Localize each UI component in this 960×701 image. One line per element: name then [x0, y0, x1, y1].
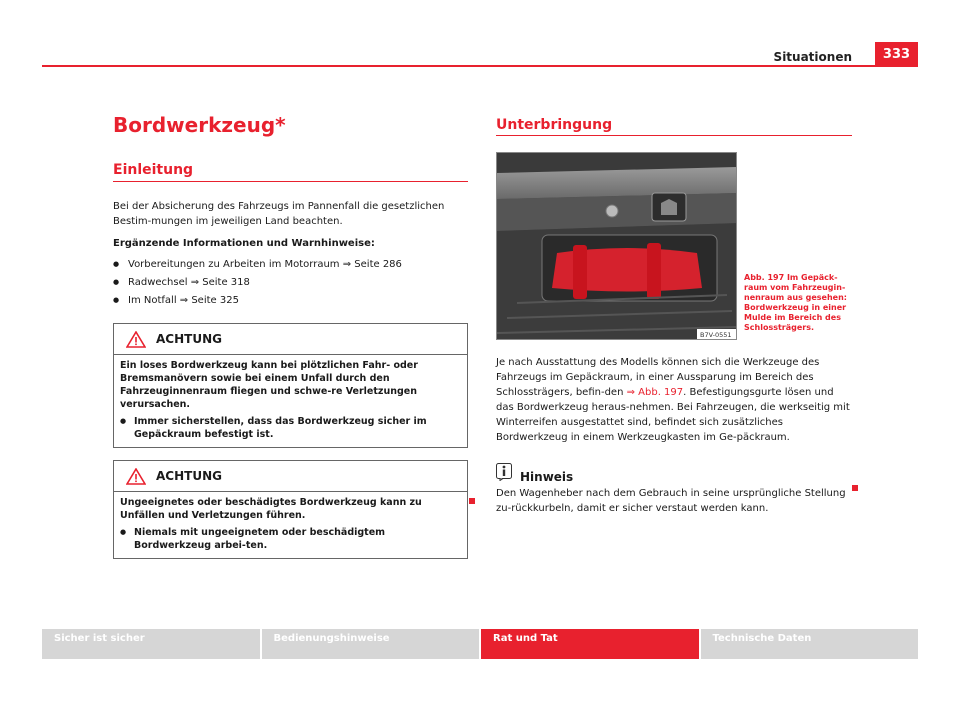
warning-title: ACHTUNG [156, 332, 222, 346]
intro-text: Bei der Absicherung des Fahrzeugs im Pannenfall die gesetzlichen Bestim-mungen im jeweiligen Land beachten. [113, 201, 445, 227]
trunk-illustration [497, 153, 737, 340]
footer-tab-rat-und-tat[interactable]: Rat und Tat [481, 629, 699, 659]
warning-header [114, 324, 467, 355]
note-text: Den Wagenheber nach dem Gebrauch in seine ursprüngliche Stellung zu-rückkurbeln, damit er sicher verstaut werden kann. [496, 488, 846, 514]
body-text-end: . Befestigungsgurte lösen und das Bordwerkzeug heraus-nehmen. Bei Fahrzeugen, die werkseitig mit Winterreifen ausgestattet sind, befindet sich zusätzliches Bordwerkzeug in einem Werkzeugkasten im Ge-päckraum. [496, 387, 850, 443]
header-rule [42, 65, 918, 67]
footer-tab-technische-daten[interactable]: Technische Daten [701, 629, 919, 659]
figure-code: B7V-0551 [700, 331, 732, 339]
section-end-marker [852, 485, 858, 491]
trunk-photo [496, 152, 737, 340]
warning-text: Ein loses Bordwerkzeug kann bei plötzlichen Fahr- oder Bremsmanövern sowie bei einem Unfall durch den Fahrzeuginnenraum fliegen und schwe-re Verletzungen verursachen. [120, 360, 418, 410]
info-label: Ergänzende Informationen und Warnhinweise: [113, 238, 375, 249]
info-note-icon [496, 463, 512, 481]
body-text [496, 355, 852, 445]
figure [496, 152, 852, 340]
footer-nav [42, 629, 918, 659]
warning-header [114, 461, 467, 492]
footer-tab-bedienung[interactable]: Bedienungshinweise [262, 629, 480, 659]
warning-text: Ungeeignetes oder beschädigtes Bordwerkzeug kann zu Unfällen und Verletzungen führen. [120, 497, 422, 521]
right-column [496, 117, 852, 516]
page-number: 333 [875, 42, 918, 67]
reference-item[interactable]: ● Im Notfall ⇒ Seite 325 [113, 293, 468, 308]
figure-caption: Abb. 197 Im Gepäck-raum vom Fahrzeugin-nenraum aus gesehen: Bordwerkzeug in einer Mulde im Bereich des Schlossträgers. [744, 273, 847, 332]
reference-item[interactable]: ● Radwechsel ⇒ Seite 318 [113, 275, 468, 290]
section-title: Situationen [773, 50, 852, 64]
section-heading: Unterbringung [496, 117, 852, 136]
subheading: Einleitung [113, 162, 468, 182]
note-title: Hinweis [520, 470, 574, 484]
warning-triangle-icon [126, 468, 146, 485]
warning-box [113, 323, 468, 448]
warning-title: ACHTUNG [156, 469, 222, 483]
warning-triangle-icon [126, 331, 146, 348]
footer-tab-sicher[interactable]: Sicher ist sicher [42, 629, 260, 659]
reference-list [113, 257, 468, 308]
warning-body [114, 355, 467, 447]
warning-body [114, 492, 467, 558]
left-column [113, 112, 468, 559]
note-header [496, 460, 852, 484]
warning-box [113, 460, 468, 559]
body-text-start: Je nach Ausstattung des Modells können sich die Werkzeuge des Fahrzeugs im Gepäckraum, in einer Aussparung im Bereich des Schlossträgers, befin-den [496, 357, 820, 398]
warning-bullet: ● Immer sicherstellen, dass das Bordwerkzeug sicher im Gepäckraum befestigt ist. [120, 415, 461, 441]
reference-item[interactable]: ● Vorbereitungen zu Arbeiten im Motorraum ⇒ Seite 286 [113, 257, 468, 272]
page-heading: Bordwerkzeug* [113, 113, 286, 137]
section-end-marker [469, 498, 475, 504]
warning-bullet: ● Niemals mit ungeeignetem oder beschädigtem Bordwerkzeug arbei-ten. [120, 526, 461, 552]
figure-link[interactable]: ⇒ Abb. 197 [626, 387, 684, 398]
